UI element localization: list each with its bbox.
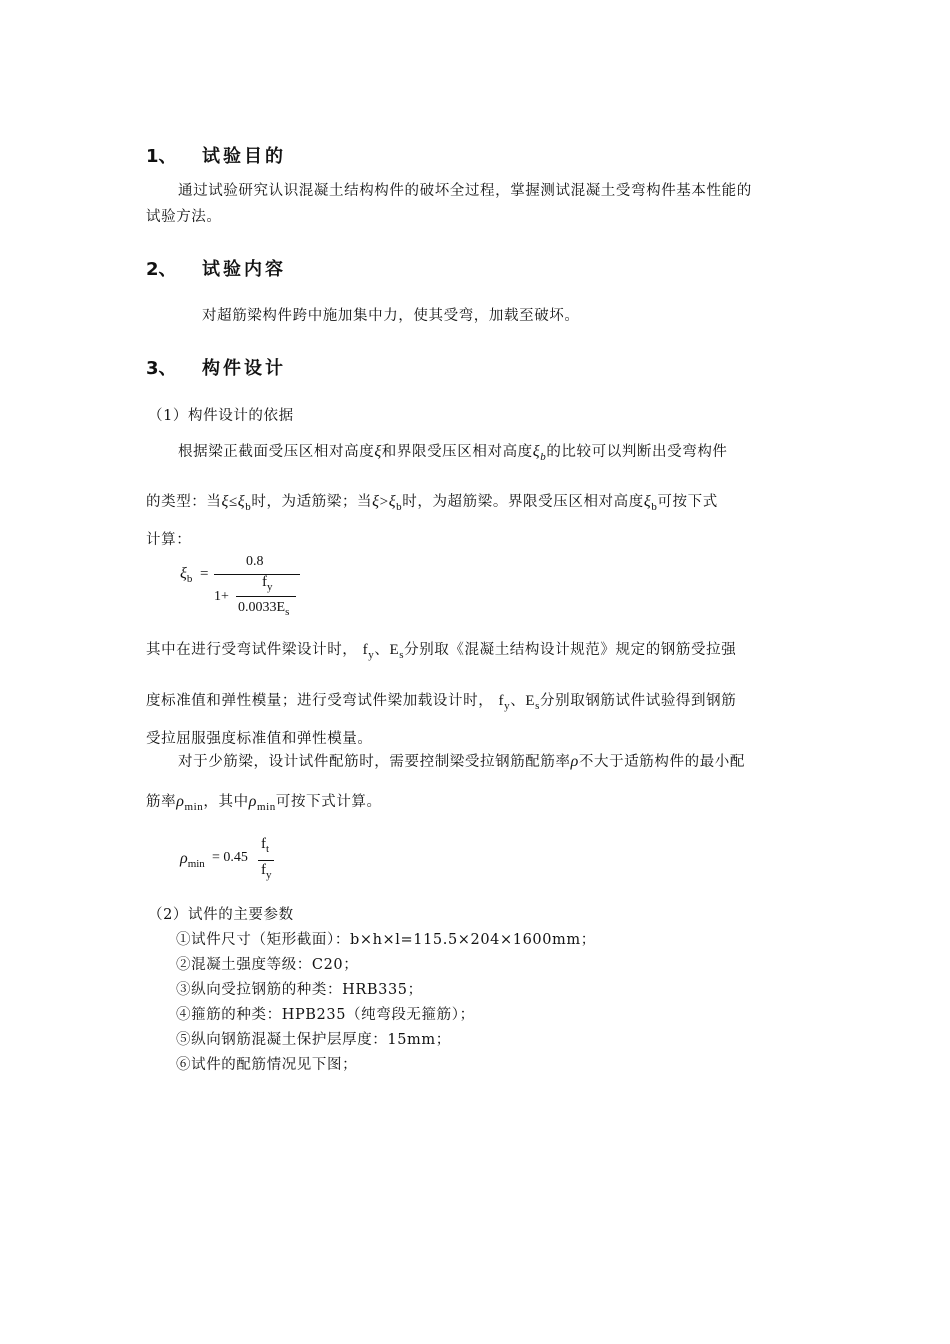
section-1-title: 试验目的 — [202, 146, 286, 167]
design-basis-line1: 根据梁正截面受压区相对高度ξ和界限受压区相对高度$\xi_b$的比较可以判断出受弯构件 — [178, 443, 728, 463]
section-2-number: 2、 — [146, 259, 177, 280]
params-subtitle: （2）试件的主要参数 — [148, 907, 294, 923]
design-basis-line6: 受拉屈服强度标准值和弹性模量。 — [146, 731, 373, 747]
section-2-para: 对超筋梁构件跨中施加集中力，使其受弯，加载至破坏。 — [202, 308, 580, 324]
section-1-number: 1、 — [146, 146, 177, 167]
section-3-number: 3、 — [146, 358, 177, 379]
param-item-detail: ⑥试件的配筋情况见下图； — [176, 1057, 358, 1073]
section-1-para-line1: 通过试验研究认识混凝土结构构件的破坏全过程，掌握测试混凝土受弯构件基本性能的 — [178, 183, 752, 199]
design-basis-line4: 其中在进行受弯试件梁设计时， $f_y$、$E_s$分别取《混凝土结构设计规范》规定的钢筋受拉强 — [146, 642, 737, 661]
section-2-title: 试验内容 — [202, 259, 286, 280]
design-basis-line8: 筋率$\rho_{min}$，其中$\rho_{min}$可按下式计算。 — [146, 793, 382, 813]
param-item-rebar: ③纵向受拉钢筋的种类：HRB335； — [176, 982, 423, 998]
design-basis-line7: 对于少筋梁，设计试件配筋时，需要控制梁受拉钢筋配筋率ρ不大于适筋构件的最小配 — [178, 753, 745, 770]
param-item-size: ①试件尺寸（矩形截面）：b×h×l=115.5×204×1600mm； — [176, 932, 596, 948]
design-basis-subtitle: （1）构件设计的依据 — [148, 408, 294, 424]
design-basis-line5: 度标准值和弹性模量；进行受弯试件梁加载设计时， $f_y$、$E_s$分别取钢筋试件试验得到钢筋 — [146, 693, 737, 712]
section-1-para-line2: 试验方法。 — [146, 209, 222, 225]
design-basis-line3: 计算： — [146, 532, 192, 548]
section-3-title: 构件设计 — [202, 358, 286, 379]
param-item-stirrup: ④箍筋的种类：HPB235（纯弯段无箍筋）； — [176, 1007, 475, 1023]
design-basis-line2: 的类型：当$\xi\le\xi_b$时，为适筋梁；当$\xi>\xi_b$时，为超筋梁。界限受压区相对高度$\xi_b$可按下式 — [146, 493, 718, 513]
param-item-concrete: ②混凝土强度等级：C20； — [176, 957, 359, 973]
param-item-cover: ⑤纵向钢筋混凝土保护层厚度：15mm； — [176, 1032, 451, 1048]
